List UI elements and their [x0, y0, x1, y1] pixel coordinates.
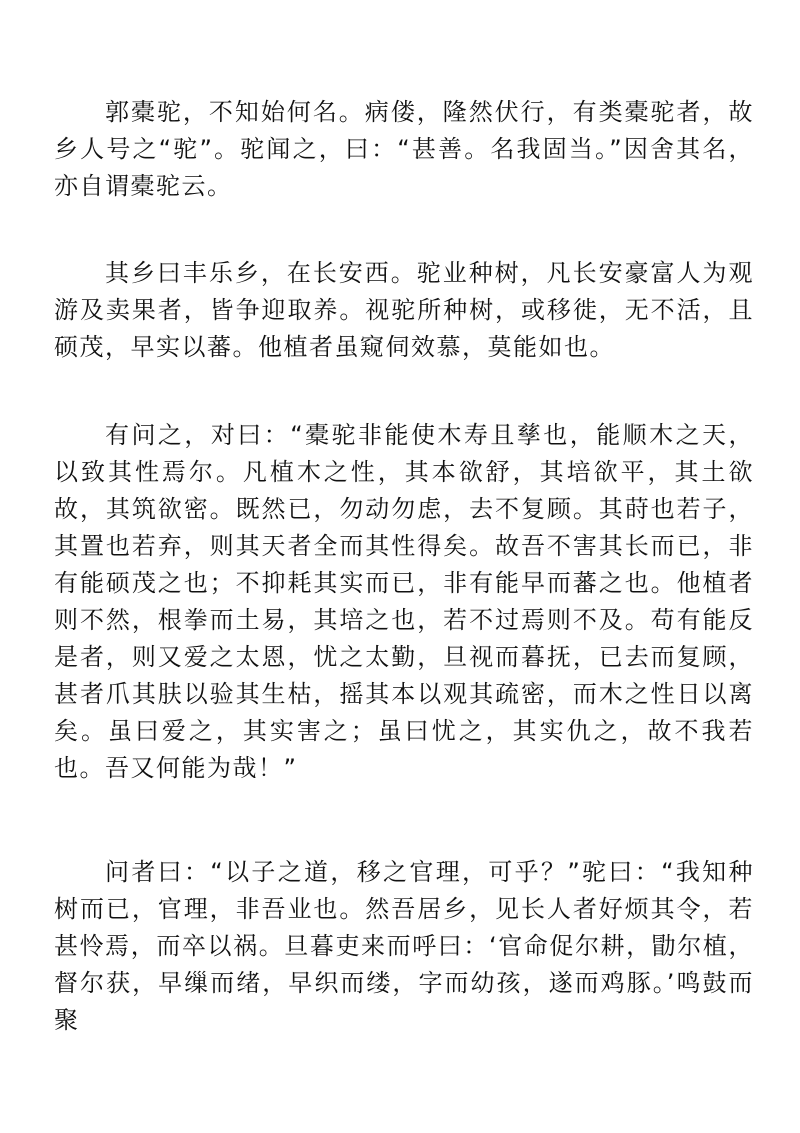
paragraph-2: 其乡曰丰乐乡，在长安西。驼业种树，凡长安豪富人为观游及卖果者，皆争迎取养。视驼所种树，或移徙，无不活，且硕茂，早实以蕃。他植者虽窥伺效慕，莫能如也。	[54, 259, 754, 361]
paragraph-1: 郭橐驼，不知始何名。病偻，隆然伏行，有类橐驼者，故乡人号之“驼”。驼闻之，曰：“甚善。名我固当。”因舍其名，亦自谓橐驼云。	[54, 98, 754, 200]
paragraph-3: 有问之，对曰：“橐驼非能使木寿且孳也，能顺木之天，以致其性焉尔。凡植木之性，其本欲舒，其培欲平，其土欲故，其筑欲密。既然已，勿动勿虑，去不复顾。其莳也若子，其置也若弃，则其天者全而其性得矣。故吾不害其长而已，非有能硕茂之也；不抑耗其实而已，非有能早而蕃之也。他植者则不然，根拳而土易，其培之也，若不过焉则不及。苟有能反是者，则又爱之太恩，忧之太勤，旦视而暮抚，已去而复顾，甚者爪其肤以验其生枯，摇其本以观其疏密，而木之性日以离矣。虽曰爱之，其实害之；虽曰忧之，其实仇之，故不我若也。吾又何能为哉！”	[54, 421, 754, 782]
paragraph-4: 问者曰：“以子之道，移之官理，可乎？”驼曰：“我知种树而已，官理，非吾业也。然吾居乡，见长人者好烦其令，若甚怜焉，而卒以祸。旦暮吏来而呼曰：‘官命促尔耕，勖尔植，督尔获，早缫而绪，早织而缕，字而幼孩，遂而鸡豚。’鸣鼓而聚	[54, 858, 754, 1034]
